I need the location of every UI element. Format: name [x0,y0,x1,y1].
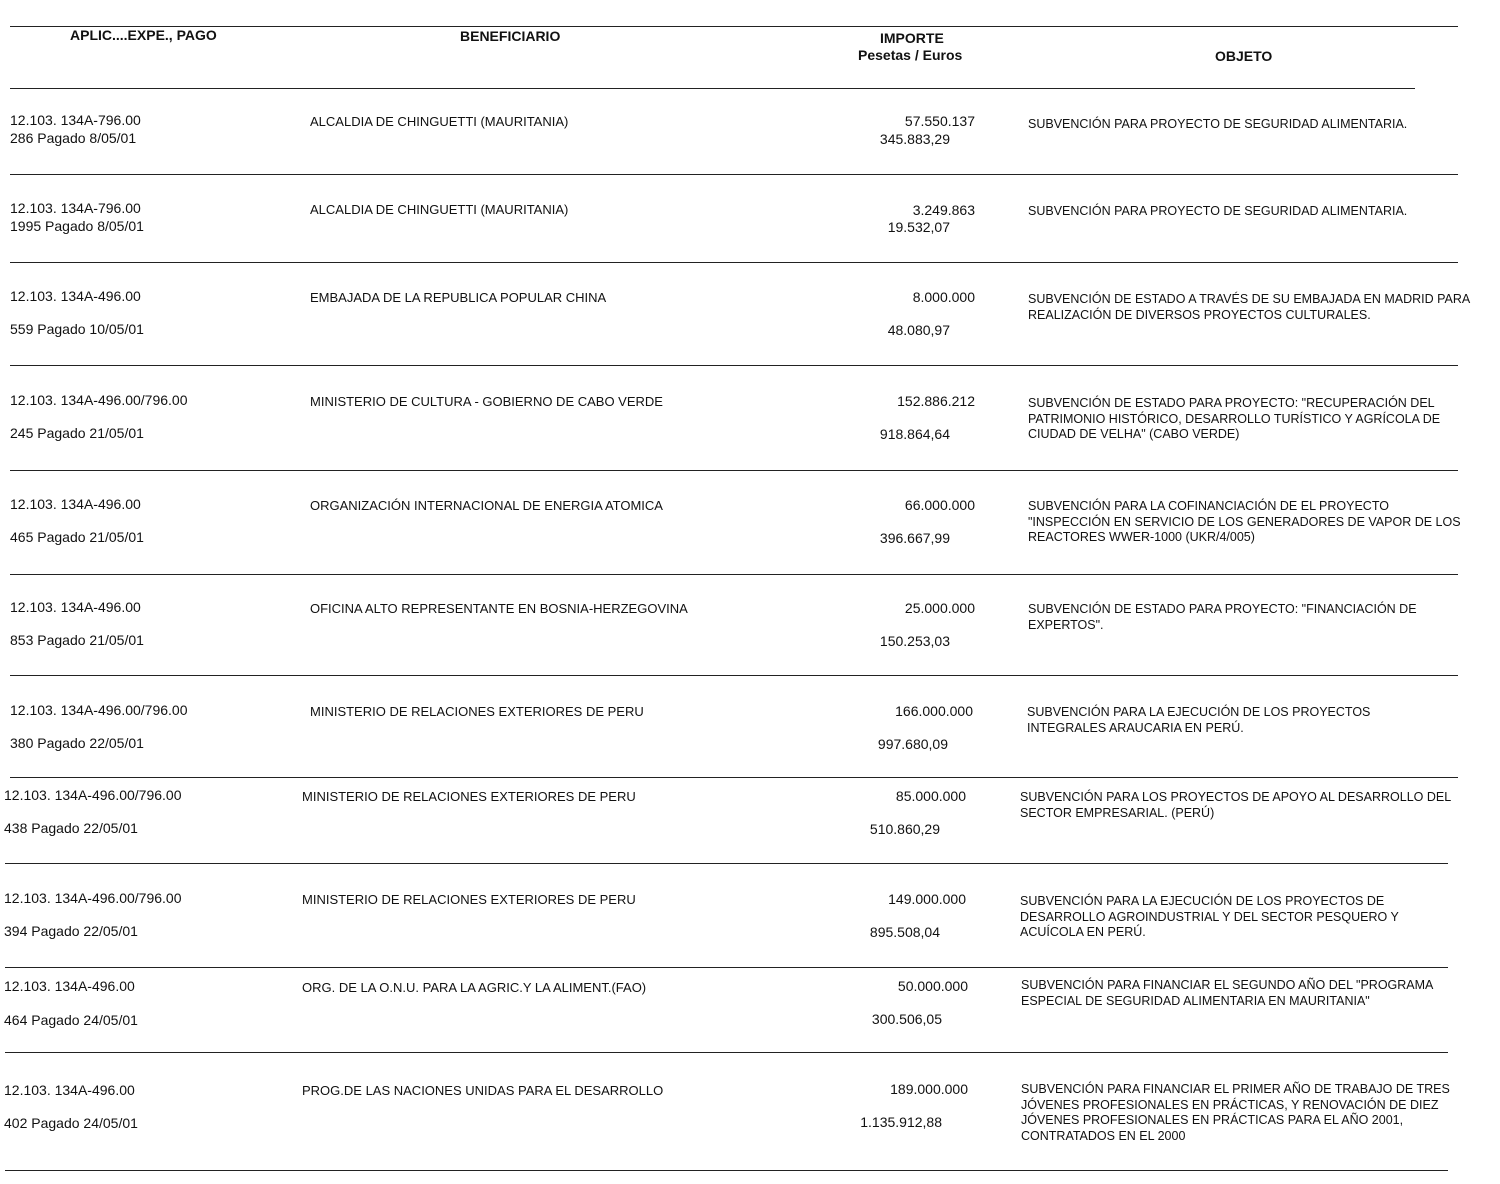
beneficiary: ORG. DE LA O.N.U. PARA LA AGRIC.Y LA ALIMENT.(FAO) [302,980,647,995]
payment-ref: 286 Pagado 8/05/01 [10,130,137,146]
beneficiary: ALCALDIA DE CHINGUETTI (MAURITANIA) [310,114,569,129]
header-bottom-rule [10,88,1415,89]
aplic-code: 12.103. 134A-496.00/796.00 [10,702,188,718]
beneficiary: MINISTERIO DE RELACIONES EXTERIORES DE PERU [302,892,636,907]
aplic-code: 12.103. 134A-496.00/796.00 [4,787,182,803]
amount-euros: 150.253,03 [879,633,950,649]
aplic-code: 12.103. 134A-496.00 [4,1082,135,1098]
amount-euros: 918.864,64 [879,426,950,442]
beneficiary: ORGANIZACIÓN INTERNACIONAL DE ENERGIA ATOMICA [310,498,663,513]
objective: SUBVENCIÓN PARA LA COFINANCIACIÓN DE EL PROYECTO "INSPECCIÓN EN SERVICIO DE LOS GENERADORES DE VAPOR DE LOS REACTORES WWER-1000 (UKR/4/005) [1028,499,1461,544]
header-importe: IMPORTE [880,30,944,46]
payment-ref: 402 Pagado 24/05/01 [4,1115,138,1131]
beneficiary: ALCALDIA DE CHINGUETTI (MAURITANIA) [310,202,569,217]
payment-ref: 559 Pagado 10/05/01 [10,321,144,337]
amount-pesetas: 149.000.000 [888,891,966,907]
objective: SUBVENCIÓN PARA LOS PROYECTOS DE APOYO AL DESARROLLO DEL SECTOR EMPRESARIAL. (PERÚ) [1020,790,1451,820]
aplic-code: 12.103. 134A-496.00 [4,978,135,994]
amount-pesetas: 50.000.000 [897,978,968,994]
payment-ref: 380 Pagado 22/05/01 [10,735,144,751]
amount-pesetas: 66.000.000 [904,497,975,513]
objective: SUBVENCIÓN DE ESTADO PARA PROYECTO: "RECUPERACIÓN DEL PATRIMONIO HISTÓRICO, DESARROLLO TURÍSTICO Y AGRÍCOLA DE CIUDAD DE VELHA" (CABO VERDE) [1028,396,1441,441]
objective: SUBVENCIÓN PARA PROYECTO DE SEGURIDAD ALIMENTARIA. [1028,117,1408,131]
row-divider [10,174,1458,175]
amount-pesetas: 166.000.000 [895,703,973,719]
row-divider [10,777,1458,778]
amount-euros: 510.860,29 [869,821,940,837]
beneficiary: MINISTERIO DE RELACIONES EXTERIORES DE PERU [302,789,636,804]
amount-pesetas: 189.000.000 [890,1081,968,1097]
amount-euros: 345.883,29 [879,131,950,147]
amount-euros: 997.680,09 [877,736,948,752]
beneficiary: MINISTERIO DE RELACIONES EXTERIORES DE PERU [310,704,644,719]
objective: SUBVENCIÓN DE ESTADO PARA PROYECTO: "FINANCIACIÓN DE EXPERTOS". [1028,602,1417,632]
objective: SUBVENCIÓN PARA FINANCIAR EL SEGUNDO AÑO DEL "PROGRAMA ESPECIAL DE SEGURIDAD ALIMENTARIA EN MAURITANIA" [1021,978,1433,1008]
amount-euros: 48.080,97 [887,322,950,338]
objective: SUBVENCIÓN PARA FINANCIAR EL PRIMER AÑO DE TRABAJO DE TRES JÓVENES PROFESIONALES EN PRÁCTICAS, Y RENOVACIÓN DE DIEZ JÓVENES PROFESIONALES EN PRÁCTICAS PARA EL AÑO 2001, CONTRATADOS EN EL 2000 [1021,1082,1450,1143]
objective: SUBVENCIÓN PARA LA EJECUCIÓN DE LOS PROYECTOS DE DESARROLLO AGROINDUSTRIAL Y DEL SECTOR PESQUERO Y ACUÍCOLA EN PERÚ. [1020,894,1399,939]
aplic-code: 12.103. 134A-796.00 [10,200,141,216]
row-divider [10,365,1458,366]
beneficiary: MINISTERIO DE CULTURA - GOBIERNO DE CABO VERDE [310,394,663,409]
aplic-code: 12.103. 134A-496.00/796.00 [10,392,188,408]
amount-pesetas: 8.000.000 [912,289,975,305]
header-objeto: OBJETO [1215,48,1273,64]
row-divider [5,863,1448,864]
amount-euros: 1.135.912,88 [860,1114,942,1130]
payment-ref: 1995 Pagado 8/05/01 [10,218,144,234]
payment-ref: 245 Pagado 21/05/01 [10,425,144,441]
amount-pesetas: 152.886.212 [897,393,975,409]
aplic-code: 12.103. 134A-796.00 [10,112,141,128]
aplic-code: 12.103. 134A-496.00 [10,496,141,512]
amount-euros: 895.508,04 [869,924,940,940]
aplic-code: 12.103. 134A-496.00 [10,599,141,615]
amount-euros: 396.667,99 [879,530,950,546]
amount-pesetas: 85.000.000 [895,788,966,804]
payment-ref: 465 Pagado 21/05/01 [10,529,144,545]
payment-ref: 853 Pagado 21/05/01 [10,632,144,648]
beneficiary: OFICINA ALTO REPRESENTANTE EN BOSNIA-HERZEGOVINA [310,601,688,616]
payment-ref: 438 Pagado 22/05/01 [4,820,138,836]
row-divider [10,262,1458,263]
payment-ref: 394 Pagado 22/05/01 [4,923,138,939]
header-importe-units: Pesetas / Euros [858,47,963,63]
header-aplic: APLIC....EXPE., PAGO [70,27,217,43]
row-divider [5,1052,1448,1053]
row-divider [10,470,1458,471]
amount-pesetas: 25.000.000 [904,600,975,616]
aplic-code: 12.103. 134A-496.00 [10,288,141,304]
objective: SUBVENCIÓN PARA LA EJECUCIÓN DE LOS PROYECTOS INTEGRALES ARAUCARIA EN PERÚ. [1027,705,1371,735]
row-divider [5,967,1448,968]
beneficiary: PROG.DE LAS NACIONES UNIDAS PARA EL DESARROLLO [302,1083,664,1098]
beneficiary: EMBAJADA DE LA REPUBLICA POPULAR CHINA [310,290,607,305]
row-divider [10,675,1458,676]
row-divider [5,1170,1448,1171]
header-beneficiario: BENEFICIARIO [460,28,561,44]
objective: SUBVENCIÓN PARA PROYECTO DE SEGURIDAD ALIMENTARIA. [1028,204,1408,218]
aplic-code: 12.103. 134A-496.00/796.00 [4,890,182,906]
amount-euros: 19.532,07 [887,219,950,235]
amount-pesetas: 57.550.137 [904,113,975,129]
row-divider [10,574,1458,575]
amount-euros: 300.506,05 [871,1011,942,1027]
header-top-rule [10,26,1458,27]
objective: SUBVENCIÓN DE ESTADO A TRAVÉS DE SU EMBAJADA EN MADRID PARA REALIZACIÓN DE DIVERSOS PROYECTOS CULTURALES. [1028,292,1470,322]
payment-ref: 464 Pagado 24/05/01 [4,1012,138,1028]
amount-pesetas: 3.249.863 [912,202,975,218]
